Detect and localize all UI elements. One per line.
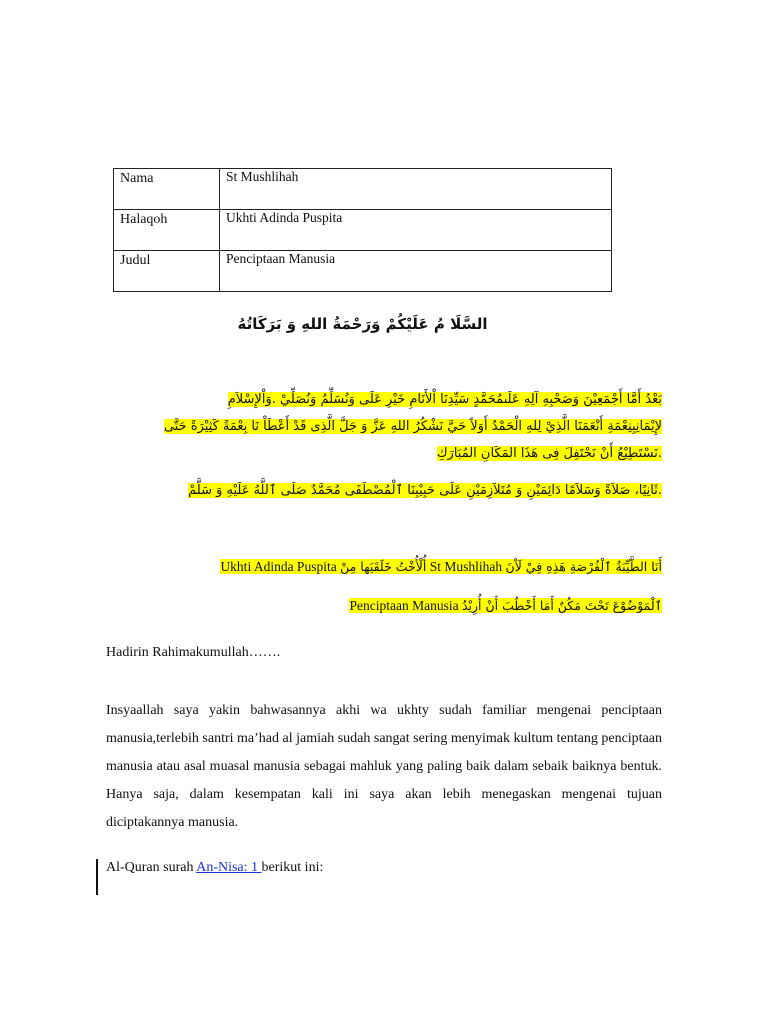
intro-arabic-b: أَنَا الطَّيِّبَةُ ٱلْفُرْصَةِ هَذِهِ فِيْ لَاْنَ: [505, 559, 662, 574]
arabic-paragraph-1: [106, 386, 662, 467]
topic-line: [106, 595, 662, 617]
body-paragraph: Insyaallah saya yakin bahwasannya akhi wa ukhty sudah familiar mengenai penciptaan manusia,terlebih santri ma’had al jamiah sudah sangat sering menyimak kultum tentang penciptaan manusia atau asal muasal manusia sebagai mahluk yang paling baik dalam sebaik baiknya bentuk. Hanya saja, dalam kesempatan kali ini saya akan lebih menegaskan mengenai tujuan diciptakannya manusia.: [106, 703, 662, 830]
info-table: [113, 168, 612, 292]
quran-suffix: berikut ini:: [261, 860, 324, 875]
label-halaqoh: Halaqoh: [114, 210, 220, 251]
value-nama: St Mushlihah: [220, 169, 612, 210]
quran-reference-line: [106, 860, 662, 876]
greeting: Hadirin Rahimakumullah…….: [106, 645, 281, 660]
text-cursor: [96, 859, 98, 895]
topic-arabic: ٱلْمَوْضُوْعَ تَحْتَ مَكُنٌ أَمَا أَخْطُبَ أَنْ أُرِيْدُ: [461, 598, 662, 613]
intro-name: St Mushlihah: [429, 559, 503, 574]
topic-title: Penciptaan Manusia: [349, 598, 459, 613]
quran-prefix: Al-Quran surah: [106, 860, 197, 875]
table-row: [114, 169, 612, 210]
arabic-line: لإِيْمَانِبِنِعْمَةِ أَنْعَمَنَا الَّذِيْ لِلهِ الْحَمْدُ أَوَلاً حَيَّ نَشْكُرُ اللهِ عَزَّ وَ جَلَّ الَّذِى قَدْ أَعْطَاْ نَا بِعْمَةً كَثِيْرَةً حَتَّى: [163, 419, 662, 434]
arabic-line: .ثَانِيًا، صَلاَةً وَسَلاَمًا دَائِمَيْنِ وَ مُتَلاَزِمَيْنِ عَلَى حَبِيْبِنَا ٱلْمُصْطَفَى مُحَمَّدٌ صَلَى ٱللَّهُ عَلَيْهِ وَ سَلَّمْ: [188, 483, 662, 498]
arabic-line: بَعْدُ أَمَّا أَجْمَعِيْنَ وَصَحْبِهِ آلِهِ عَلَىمُحَمَّدٍ سَيِّدِنَا اْلأَنَامِ خَيْرِ عَلَى وَنُسَلِّمُ وَنُصَلِّيْ .وَاْلإِسْلاَمِ: [227, 392, 662, 407]
an-nisa-link[interactable]: An-Nisa: 1: [196, 860, 262, 875]
intro-halaqoh: Ukhti Adinda Puspita: [220, 559, 337, 574]
arabic-paragraph-2: [106, 477, 662, 504]
label-judul: Judul: [114, 251, 220, 292]
arabic-line: .نَسْتَطِيْعُ أَنْ نَحْتَفِلَ فِى هَذَا المَكَانِ المُبَارَكِ: [436, 446, 662, 461]
salam-heading: السَّلَا مُ عَلَيْكُمْ وَرَحْمَةُ اللهِ وَ بَرَكَاتُهُ: [237, 315, 488, 333]
table-row: [114, 251, 612, 292]
intro-arabic-a: أُلْأُخْتُ خَلَقَيَها مِنْ: [340, 559, 427, 574]
value-judul: Penciptaan Manusia: [220, 251, 612, 292]
label-nama: Nama: [114, 169, 220, 210]
intro-line: [106, 556, 662, 578]
table-row: [114, 210, 612, 251]
value-halaqoh: Ukhti Adinda Puspita: [220, 210, 612, 251]
